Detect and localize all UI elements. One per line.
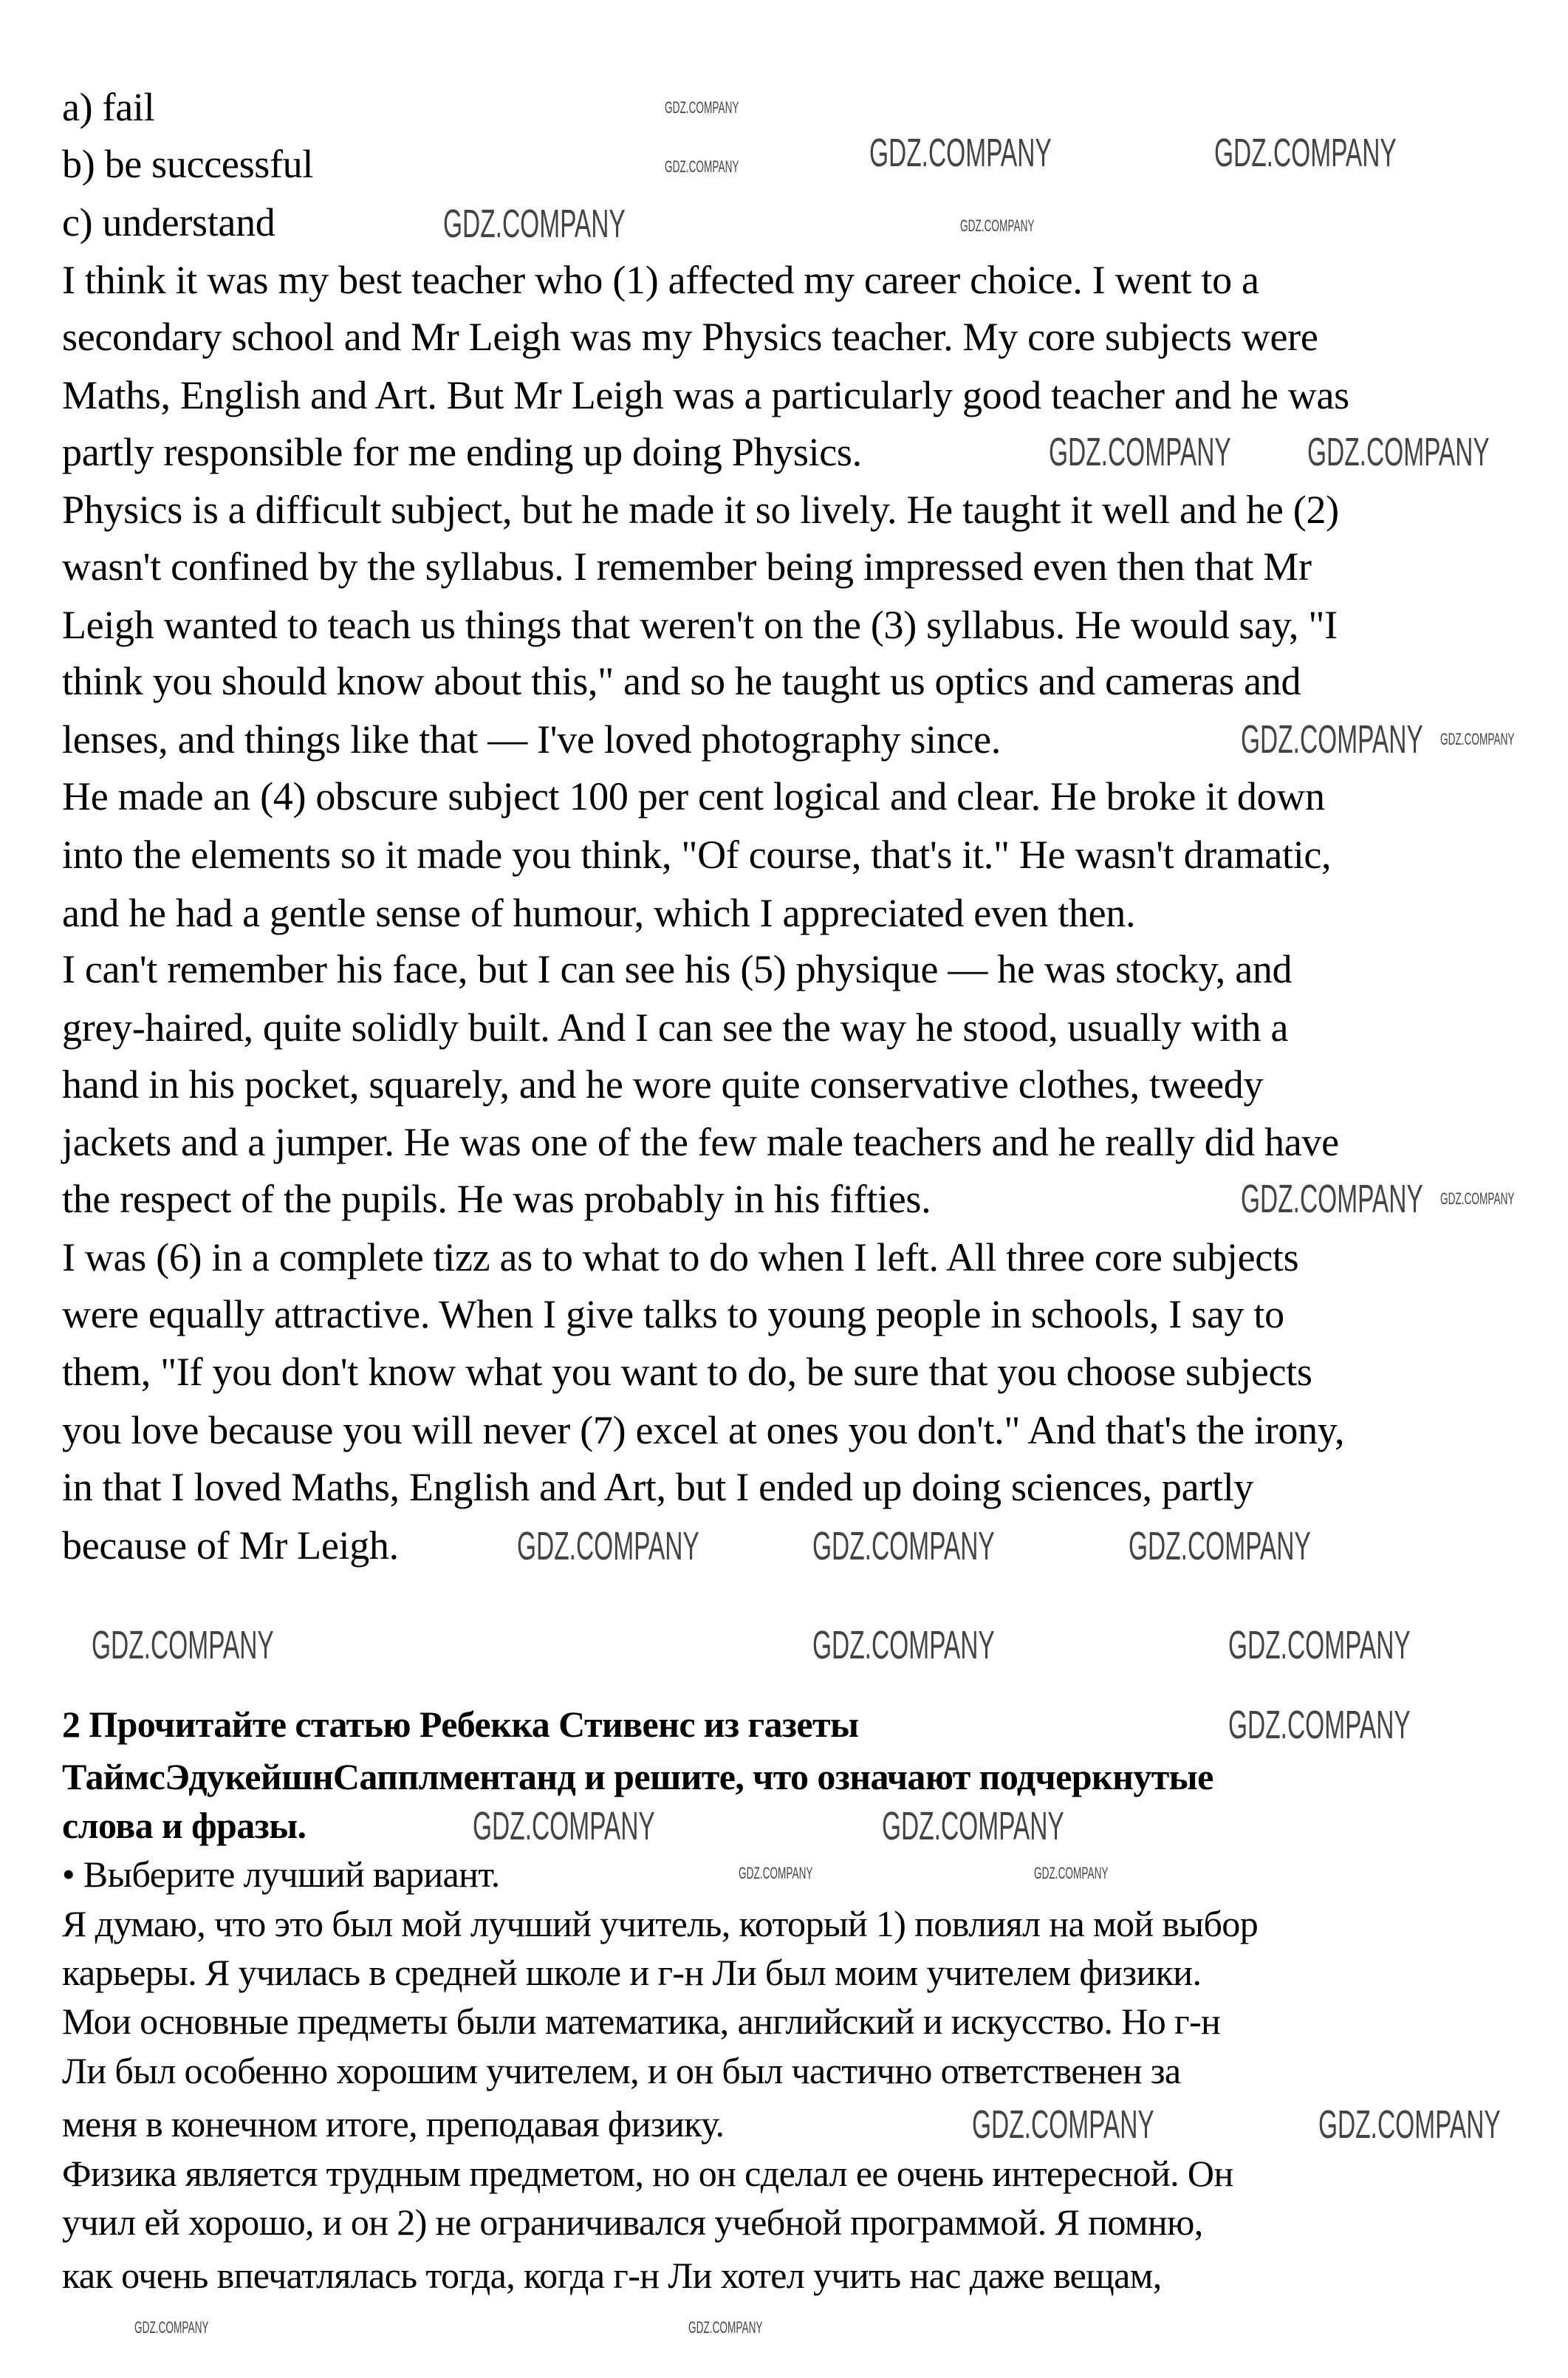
text-line: I can't remember his face, but I can see his (5) physique — he was stocky, and <box>62 947 1293 991</box>
translation-line: учил ей хорошо, и он 2) не ограничивался учебной программой. Я помню, <box>62 2201 1203 2243</box>
watermark: GDZ.COMPANY <box>665 157 739 176</box>
text-line: because of Mr Leigh. <box>62 1523 399 1568</box>
translation-line: Ли был особенно хорошим учителем, и он был частично ответственен за <box>62 2050 1181 2091</box>
watermark: GDZ.COMPANY <box>517 1524 699 1568</box>
watermark: GDZ.COMPANY <box>92 1623 274 1667</box>
text-line: wasn't confined by the syllabus. I remember being impressed even then that Mr <box>62 544 1312 589</box>
translation-line: Физика является трудным предметом, но он сделал ее очень интересной. Он <box>62 2153 1233 2194</box>
text-line: in that I loved Maths, English and Art, but I ended up doing sciences, partly <box>62 1465 1254 1509</box>
watermark: GDZ.COMPANY <box>869 131 1052 175</box>
task-heading-line: слова и фразы. <box>62 1805 307 1846</box>
text-line: think you should know about this," and so he taught us optics and cameras and <box>62 659 1301 703</box>
watermark: GDZ.COMPANY <box>1228 1703 1411 1747</box>
watermark: GDZ.COMPANY <box>812 1524 995 1568</box>
watermark: GDZ.COMPANY <box>882 1804 1064 1848</box>
text-line: He made an (4) obscure subject 100 per cent logical and clear. He broke it down <box>62 774 1325 819</box>
translation-line: как очень впечатлялась тогда, когда г-н Ли хотел учить нас даже вещам, <box>62 2255 1162 2296</box>
watermark: GDZ.COMPANY <box>960 216 1035 235</box>
text-line: into the elements so it made you think, "Of course, that's it." He wasn't dramatic, <box>62 833 1332 877</box>
watermark: GDZ.COMPANY <box>665 98 739 117</box>
watermark: GDZ.COMPANY <box>972 2102 1154 2147</box>
watermark: GDZ.COMPANY <box>1440 730 1515 748</box>
watermark: GDZ.COMPANY <box>443 202 626 246</box>
watermark: GDZ.COMPANY <box>1129 1524 1311 1568</box>
text-line: and he had a gentle sense of humour, which I appreciated even then. <box>62 891 1136 935</box>
translation-line: Я думаю, что это был мой лучший учитель, который 1) повлиял на мой выбор <box>62 1903 1259 1944</box>
task-heading-line: 2 Прочитайте статью Ребекка Стивенс из газеты <box>62 1704 859 1745</box>
option-b: b) be successful <box>62 142 314 186</box>
option-c: c) understand <box>62 200 275 245</box>
text-line: I was (6) in a complete tizz as to what to do when I left. All three core subjects <box>62 1235 1299 1279</box>
watermark: GDZ.COMPANY <box>1440 1189 1515 1208</box>
translation-line: меня в конечном итоге, преподавая физику. <box>62 2103 725 2145</box>
text-line: were equally attractive. When I give talks to young people in schools, I say to <box>62 1292 1284 1336</box>
watermark: GDZ.COMPANY <box>812 1623 995 1667</box>
watermark: GDZ.COMPANY <box>473 1804 655 1848</box>
watermark: GDZ.COMPANY <box>1241 1177 1423 1221</box>
watermark: GDZ.COMPANY <box>1049 430 1231 474</box>
translation-line: Мои основные предметы были математика, английский и искусство. Но г-н <box>62 2001 1221 2042</box>
option-a: a) fail <box>62 85 155 129</box>
text-line: lenses, and things like that — I've loved photography since. <box>62 717 1001 762</box>
text-line: them, "If you don't know what you want to do, be sure that you choose subjects <box>62 1350 1312 1394</box>
task-heading-line: ТаймсЭдукейшнСапплментанд и решите, что означают подчеркнутые <box>62 1756 1213 1797</box>
text-line: you love because you will never (7) excel at ones you don't." And that's the irony, <box>62 1408 1345 1452</box>
text-line: Maths, English and Art. But Mr Leigh was a particularly good teacher and he was <box>62 373 1349 417</box>
text-line: secondary school and Mr Leigh was my Physics teacher. My core subjects were <box>62 315 1318 359</box>
text-line: I think it was my best teacher who (1) affected my career choice. I went to a <box>62 258 1259 302</box>
watermark: GDZ.COMPANY <box>739 1864 813 1882</box>
text-line: jackets and a jumper. He was one of the few male teachers and he really did have <box>62 1120 1339 1164</box>
text-line: Physics is a difficult subject, but he made it so lively. He taught it well and he (2) <box>62 488 1339 532</box>
text-line: hand in his pocket, squarely, and he wore quite conservative clothes, tweedy <box>62 1062 1264 1107</box>
watermark: GDZ.COMPANY <box>1318 2102 1501 2147</box>
watermark: GDZ.COMPANY <box>134 2318 209 2337</box>
watermark: GDZ.COMPANY <box>1034 1864 1109 1882</box>
text-line: grey-haired, quite solidly built. And I can see the way he stood, usually with a <box>62 1005 1289 1050</box>
text-line: Leigh wanted to teach us things that weren't on the (3) syllabus. He would say, "I <box>62 603 1338 647</box>
translation-line: карьеры. Я училась в средней школе и г-н Ли был моим учителем физики. <box>62 1952 1202 1993</box>
task-instruction: • Выберите лучший вариант. <box>62 1853 500 1895</box>
watermark: GDZ.COMPANY <box>1241 717 1423 762</box>
watermark: GDZ.COMPANY <box>1214 131 1397 175</box>
text-line: partly responsible for me ending up doing Physics. <box>62 430 862 474</box>
watermark: GDZ.COMPANY <box>1307 430 1490 474</box>
watermark: GDZ.COMPANY <box>688 2318 763 2337</box>
text-line: the respect of the pupils. He was probably in his fifties. <box>62 1177 931 1221</box>
watermark: GDZ.COMPANY <box>1228 1623 1411 1667</box>
